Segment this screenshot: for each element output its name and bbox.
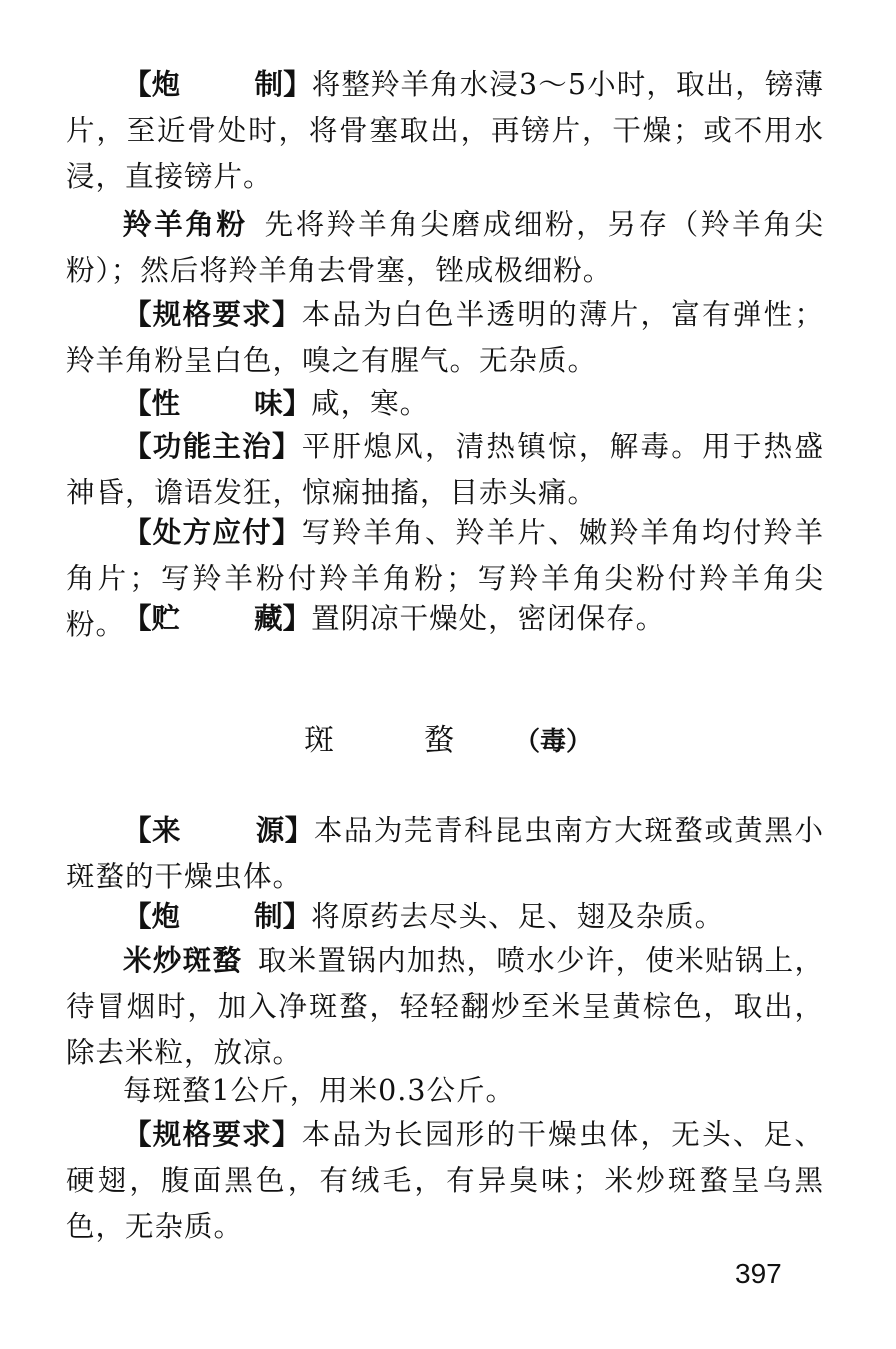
paozhi-text-2: 将原药去尽头、足、翅及杂质。 (311, 900, 725, 933)
heading-char-1: 斑 (303, 723, 334, 758)
xingwei-label-a: 【性 (123, 387, 181, 420)
laiyuan-paragraph (66, 808, 824, 900)
gongneng-label: 【功能主治】 (123, 430, 302, 463)
paozhi-label-a: 【炮 (123, 68, 181, 101)
gongneng-paragraph (66, 424, 824, 516)
xingwei-text: 咸，寒。 (311, 387, 430, 420)
laiyuan-label-b: 源】 (255, 814, 314, 847)
laiyuan-label-a: 【来 (123, 814, 182, 847)
lingyang-fen-paragraph (66, 202, 824, 294)
paozhi-paragraph-2 (66, 894, 824, 940)
laiyuan-text: 本品为芫青科昆虫南方大斑蝥或黄黑小斑蝥的干燥虫体。 (66, 814, 824, 893)
guige-label-2: 【规格要求】 (123, 1118, 302, 1151)
paozhi-label-b: 制】 (254, 68, 312, 101)
heading-toxic-note: （毒） (513, 727, 592, 757)
chufang-text: 写羚羊角、羚羊片、嫩羚羊角均付羚羊角片；写羚羊粉付羚羊角粉；写羚羊角尖粉付羚羊角尖粉。 (66, 516, 824, 641)
paozhi-label-a-2: 【炮 (123, 900, 181, 933)
guige-paragraph-2 (66, 1112, 824, 1250)
lingyang-fen-text: 先将羚羊角尖磨成细粉，另存（羚羊角尖粉）；然后将羚羊角去骨塞，锉成极细粉。 (66, 208, 824, 287)
zhucang-label-a: 【贮 (123, 602, 181, 635)
michao-paragraph (66, 938, 824, 1076)
paozhi-label-b-2: 制】 (254, 900, 312, 933)
paozhi-text: 将整羚羊角水浸3～5小时，取出，镑薄片，至近骨处时，将骨塞取出，再镑片，干燥；或不用水浸，直接镑片。 (66, 68, 824, 193)
heading-char-2: 蝥 (423, 723, 454, 758)
xingwei-paragraph (66, 381, 824, 427)
guige-text-1: 本品为白色半透明的薄片，富有弹性；羚羊角粉呈白色，嗅之有腥气。无杂质。 (66, 298, 824, 377)
paozhi-paragraph (66, 62, 824, 200)
lingyang-fen-label: 羚羊角粉 (123, 208, 248, 241)
zhucang-text: 置阴凉干燥处，密闭保存。 (311, 602, 666, 635)
page-number: 397 (735, 1258, 782, 1289)
ratio-paragraph (66, 1068, 824, 1114)
xingwei-label-b: 味】 (254, 387, 312, 420)
guige-paragraph-1 (66, 292, 824, 384)
section-heading (0, 715, 896, 759)
guige-label-1: 【规格要求】 (123, 298, 302, 331)
ratio-text: 每斑蝥1公斤，用米0.3公斤。 (123, 1074, 515, 1107)
zhucang-label-b: 藏】 (254, 602, 312, 635)
zhucang-paragraph (66, 596, 824, 642)
chufang-label: 【处方应付】 (123, 516, 302, 549)
gongneng-text: 平肝熄风，清热镇惊，解毒。用于热盛神昏，谵语发狂，惊痫抽搐，目赤头痛。 (66, 430, 824, 509)
michao-label: 米炒斑蝥 (123, 944, 243, 977)
guige-text-2: 本品为长园形的干燥虫体，无头、足、硬翅，腹面黑色，有绒毛，有异臭味；米炒斑蝥呈乌黑色，无杂质。 (66, 1118, 824, 1243)
michao-text: 取米置锅内加热，喷水少许，使米贴锅上，待冒烟时，加入净斑蝥，轻轻翻炒至米呈黄棕色，取出，除去米粒，放凉。 (66, 944, 824, 1069)
